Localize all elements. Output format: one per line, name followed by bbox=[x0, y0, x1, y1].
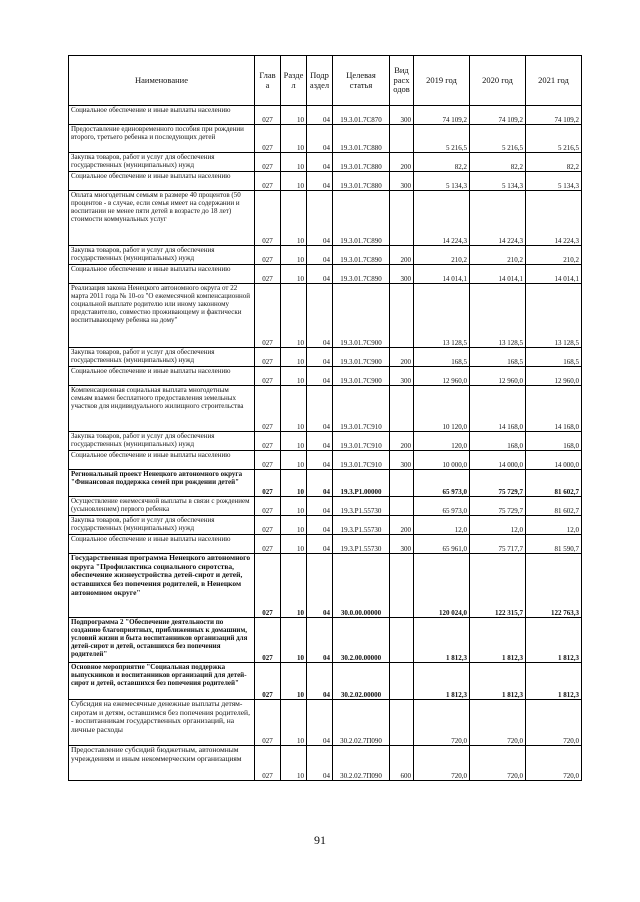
row-target: 19.3.01.7С910 bbox=[333, 386, 390, 432]
row-subsection: 04 bbox=[307, 516, 333, 535]
row-value-2019: 65 973,0 bbox=[414, 470, 470, 497]
row-section: 10 bbox=[281, 451, 307, 470]
row-value-2019: 120,0 bbox=[414, 432, 470, 451]
row-chapter: 027 bbox=[255, 432, 281, 451]
row-value-2021: 74 109,2 bbox=[526, 106, 582, 125]
row-expense-type: 300 bbox=[390, 172, 414, 191]
row-name: Предоставление единовременного пособия при рождении второго, третьего ребенка и последующих детей bbox=[69, 125, 255, 153]
row-value-2020: 1 812,3 bbox=[470, 618, 526, 663]
row-value-2019: 5 134,3 bbox=[414, 172, 470, 191]
row-value-2019: 210,2 bbox=[414, 246, 470, 265]
table-row bbox=[69, 367, 582, 386]
row-value-2020: 12 960,0 bbox=[470, 367, 526, 386]
row-value-2019: 720,0 bbox=[414, 700, 470, 746]
row-name: Закупка товаров, работ и услуг для обеспечения государственных (муниципальных) нужд bbox=[69, 246, 255, 265]
table-row bbox=[69, 554, 582, 618]
row-name: Социальное обеспечение и иные выплаты населению bbox=[69, 535, 255, 554]
row-target: 30.2.00.00000 bbox=[333, 618, 390, 663]
row-section: 10 bbox=[281, 618, 307, 663]
row-chapter: 027 bbox=[255, 172, 281, 191]
row-name: Закупка товаров, работ и услуг для обеспечения государственных (муниципальных) нужд bbox=[69, 153, 255, 172]
table-row bbox=[69, 618, 582, 663]
row-chapter: 027 bbox=[255, 618, 281, 663]
row-subsection: 04 bbox=[307, 470, 333, 497]
row-expense-type: 300 bbox=[390, 106, 414, 125]
row-value-2019: 12,0 bbox=[414, 516, 470, 535]
row-target: 30.2.02.7П090 bbox=[333, 700, 390, 746]
row-subsection: 04 bbox=[307, 125, 333, 153]
row-name: Государственная программа Ненецкого автономного округа "Профилактика социального сиротства, обеспечение жизнеустройства детей-сирот и детей, оставшихся без попечения родителей, в Ненецком автономном округе" bbox=[69, 554, 255, 618]
row-section: 10 bbox=[281, 348, 307, 367]
row-target: 19.3.01.7С890 bbox=[333, 191, 390, 246]
table-row bbox=[69, 451, 582, 470]
table-row bbox=[69, 153, 582, 172]
row-value-2019: 13 128,5 bbox=[414, 284, 470, 348]
row-value-2020: 14 000,0 bbox=[470, 451, 526, 470]
row-value-2019: 14 224,3 bbox=[414, 191, 470, 246]
row-value-2021: 81 602,7 bbox=[526, 470, 582, 497]
row-name: Закупка товаров, работ и услуг для обеспечения государственных (муниципальных) нужд bbox=[69, 348, 255, 367]
row-chapter: 027 bbox=[255, 386, 281, 432]
row-expense-type bbox=[390, 497, 414, 516]
row-expense-type: 200 bbox=[390, 516, 414, 535]
row-name: Социальное обеспечение и иные выплаты населению bbox=[69, 172, 255, 191]
budget-table bbox=[68, 55, 582, 781]
table-row bbox=[69, 470, 582, 497]
row-section: 10 bbox=[281, 535, 307, 554]
row-name: Компенсационная социальная выплата многодетным семьям взамен бесплатного предоставления земельных участков для индивидуального жилищного строительства bbox=[69, 386, 255, 432]
table-row bbox=[69, 191, 582, 246]
row-subsection: 04 bbox=[307, 663, 333, 700]
row-value-2019: 82,2 bbox=[414, 153, 470, 172]
row-value-2019: 65 973,0 bbox=[414, 497, 470, 516]
row-subsection: 04 bbox=[307, 746, 333, 781]
row-value-2019: 14 014,1 bbox=[414, 265, 470, 284]
row-subsection: 04 bbox=[307, 172, 333, 191]
row-value-2020: 1 812,3 bbox=[470, 663, 526, 700]
row-target: 19.3.01.7С880 bbox=[333, 153, 390, 172]
row-subsection: 04 bbox=[307, 554, 333, 618]
row-target: 19.3.01.7С900 bbox=[333, 348, 390, 367]
row-name: Социальное обеспечение и иные выплаты населению bbox=[69, 451, 255, 470]
row-value-2021: 720,0 bbox=[526, 746, 582, 781]
row-subsection: 04 bbox=[307, 535, 333, 554]
row-subsection: 04 bbox=[307, 348, 333, 367]
row-value-2020: 74 109,2 bbox=[470, 106, 526, 125]
row-value-2020: 75 729,7 bbox=[470, 470, 526, 497]
row-target: 30.2.02.7П090 bbox=[333, 746, 390, 781]
row-value-2020: 168,5 bbox=[470, 348, 526, 367]
row-expense-type: 200 bbox=[390, 348, 414, 367]
row-name: Подпрограмма 2 "Обеспечение деятельности по созданию благоприятных, приближенных к домашним, условий жизни и быта воспитанников организаций для детей-сирот и детей, оставшихся без попечения родителей" bbox=[69, 618, 255, 663]
table-row bbox=[69, 284, 582, 348]
row-target: 19.3.01.7С910 bbox=[333, 432, 390, 451]
header-2021: 2021 год bbox=[526, 56, 582, 106]
row-section: 10 bbox=[281, 191, 307, 246]
row-value-2019: 65 961,0 bbox=[414, 535, 470, 554]
row-expense-type bbox=[390, 470, 414, 497]
row-name: Социальное обеспечение и иные выплаты населению bbox=[69, 265, 255, 284]
header-name: Наименование bbox=[69, 56, 255, 106]
row-section: 10 bbox=[281, 386, 307, 432]
row-name: Предоставление субсидий бюджетным, автономным учреждениям и иным некоммерческим организациям bbox=[69, 746, 255, 781]
row-expense-type: 200 bbox=[390, 432, 414, 451]
row-target: 19.3.01.7С880 bbox=[333, 125, 390, 153]
row-target: 19.3.01.7С890 bbox=[333, 265, 390, 284]
row-value-2020: 5 216,5 bbox=[470, 125, 526, 153]
row-chapter: 027 bbox=[255, 470, 281, 497]
table-row bbox=[69, 125, 582, 153]
header-2019: 2019 год bbox=[414, 56, 470, 106]
table-row bbox=[69, 746, 582, 781]
row-section: 10 bbox=[281, 554, 307, 618]
row-value-2021: 5 134,3 bbox=[526, 172, 582, 191]
row-name: Закупка товаров, работ и услуг для обеспечения государственных (муниципальных) нужд bbox=[69, 516, 255, 535]
row-name: Закупка товаров, работ и услуг для обеспечения государственных (муниципальных) нужд bbox=[69, 432, 255, 451]
row-expense-type: 300 bbox=[390, 367, 414, 386]
row-value-2021: 81 602,7 bbox=[526, 497, 582, 516]
table-row bbox=[69, 348, 582, 367]
table-row bbox=[69, 265, 582, 284]
row-value-2021: 81 590,7 bbox=[526, 535, 582, 554]
row-expense-type: 300 bbox=[390, 451, 414, 470]
row-name: Субсидия на ежемесячные денежные выплаты детям-сиротам и детям, оставшимся без попечения родителей, - воспитанникам государственных организаций, на личные расходы bbox=[69, 700, 255, 746]
row-section: 10 bbox=[281, 367, 307, 386]
row-value-2019: 10 120,0 bbox=[414, 386, 470, 432]
row-expense-type bbox=[390, 284, 414, 348]
row-target: 19.3.01.7С900 bbox=[333, 284, 390, 348]
row-chapter: 027 bbox=[255, 125, 281, 153]
row-name: Социальное обеспечение и иные выплаты населению bbox=[69, 106, 255, 125]
row-chapter: 027 bbox=[255, 663, 281, 700]
row-value-2019: 120 024,0 bbox=[414, 554, 470, 618]
row-subsection: 04 bbox=[307, 367, 333, 386]
row-section: 10 bbox=[281, 246, 307, 265]
row-expense-type: 300 bbox=[390, 265, 414, 284]
row-target: 19.3.01.7С910 bbox=[333, 451, 390, 470]
row-chapter: 027 bbox=[255, 497, 281, 516]
row-value-2020: 13 128,5 bbox=[470, 284, 526, 348]
header-section: Разде л bbox=[281, 56, 307, 106]
header-subsection: Подр аздел bbox=[307, 56, 333, 106]
row-value-2020: 82,2 bbox=[470, 153, 526, 172]
row-value-2020: 210,2 bbox=[470, 246, 526, 265]
table-row bbox=[69, 663, 582, 700]
table-row bbox=[69, 497, 582, 516]
row-target: 19.3.01.7С880 bbox=[333, 172, 390, 191]
table-row bbox=[69, 432, 582, 451]
row-chapter: 027 bbox=[255, 451, 281, 470]
table-row bbox=[69, 106, 582, 125]
row-value-2020: 75 717,7 bbox=[470, 535, 526, 554]
row-expense-type: 200 bbox=[390, 246, 414, 265]
row-section: 10 bbox=[281, 470, 307, 497]
row-expense-type: 200 bbox=[390, 153, 414, 172]
row-value-2019: 74 109,2 bbox=[414, 106, 470, 125]
row-subsection: 04 bbox=[307, 246, 333, 265]
row-value-2019: 10 000,0 bbox=[414, 451, 470, 470]
row-expense-type bbox=[390, 700, 414, 746]
row-section: 10 bbox=[281, 106, 307, 125]
row-value-2021: 168,0 bbox=[526, 432, 582, 451]
table-row bbox=[69, 246, 582, 265]
row-name: Оплата многодетным семьям в размере 40 процентов (50 процентов - в случае, если семья имеет на содержании и воспитании не менее пяти детей в возрасте до 18 лет) стоимости коммунальных услуг bbox=[69, 191, 255, 246]
row-subsection: 04 bbox=[307, 265, 333, 284]
row-name: Осуществление ежемесячной выплаты в связи с рождением (усыновлением) первого ребенка bbox=[69, 497, 255, 516]
row-subsection: 04 bbox=[307, 106, 333, 125]
table-row bbox=[69, 386, 582, 432]
row-value-2021: 122 763,3 bbox=[526, 554, 582, 618]
row-subsection: 04 bbox=[307, 153, 333, 172]
row-value-2021: 1 812,3 bbox=[526, 663, 582, 700]
row-value-2019: 1 812,3 bbox=[414, 618, 470, 663]
row-expense-type bbox=[390, 191, 414, 246]
row-value-2020: 14 224,3 bbox=[470, 191, 526, 246]
row-subsection: 04 bbox=[307, 700, 333, 746]
header-row bbox=[69, 56, 582, 106]
row-value-2021: 13 128,5 bbox=[526, 284, 582, 348]
row-target: 19.3.Р1.55730 bbox=[333, 535, 390, 554]
row-chapter: 027 bbox=[255, 153, 281, 172]
row-chapter: 027 bbox=[255, 191, 281, 246]
row-chapter: 027 bbox=[255, 284, 281, 348]
row-chapter: 027 bbox=[255, 106, 281, 125]
row-value-2021: 82,2 bbox=[526, 153, 582, 172]
row-value-2021: 720,0 bbox=[526, 700, 582, 746]
row-value-2021: 12,0 bbox=[526, 516, 582, 535]
table-row bbox=[69, 535, 582, 554]
row-name: Основное мероприятие "Социальная поддержка выпускников и воспитанников организаций для детей-сирот и детей, оставшихся без попечения родителей" bbox=[69, 663, 255, 700]
row-value-2020: 14 014,1 bbox=[470, 265, 526, 284]
row-section: 10 bbox=[281, 153, 307, 172]
row-value-2021: 14 014,1 bbox=[526, 265, 582, 284]
row-chapter: 027 bbox=[255, 700, 281, 746]
header-expense-type: Вид расх одов bbox=[390, 56, 414, 106]
row-value-2021: 5 216,5 bbox=[526, 125, 582, 153]
row-section: 10 bbox=[281, 125, 307, 153]
row-chapter: 027 bbox=[255, 516, 281, 535]
row-target: 30.2.02.00000 bbox=[333, 663, 390, 700]
row-subsection: 04 bbox=[307, 618, 333, 663]
row-value-2021: 168,5 bbox=[526, 348, 582, 367]
row-value-2019: 1 812,3 bbox=[414, 663, 470, 700]
row-value-2021: 14 168,0 bbox=[526, 386, 582, 432]
row-section: 10 bbox=[281, 284, 307, 348]
table-row bbox=[69, 700, 582, 746]
row-expense-type bbox=[390, 125, 414, 153]
header-2020: 2020 год bbox=[470, 56, 526, 106]
row-section: 10 bbox=[281, 663, 307, 700]
row-section: 10 bbox=[281, 265, 307, 284]
row-value-2021: 14 224,3 bbox=[526, 191, 582, 246]
row-chapter: 027 bbox=[255, 554, 281, 618]
row-section: 10 bbox=[281, 432, 307, 451]
row-expense-type bbox=[390, 554, 414, 618]
row-value-2020: 168,0 bbox=[470, 432, 526, 451]
row-section: 10 bbox=[281, 172, 307, 191]
row-value-2020: 720,0 bbox=[470, 700, 526, 746]
row-value-2019: 168,5 bbox=[414, 348, 470, 367]
row-value-2019: 720,0 bbox=[414, 746, 470, 781]
row-target: 19.3.Р1.55730 bbox=[333, 497, 390, 516]
row-value-2021: 14 000,0 bbox=[526, 451, 582, 470]
row-chapter: 027 bbox=[255, 265, 281, 284]
row-subsection: 04 bbox=[307, 432, 333, 451]
row-target: 19.3.01.7С900 bbox=[333, 367, 390, 386]
row-value-2020: 14 168,0 bbox=[470, 386, 526, 432]
header-target: Целевая статья bbox=[333, 56, 390, 106]
row-name: Социальное обеспечение и иные выплаты населению bbox=[69, 367, 255, 386]
row-subsection: 04 bbox=[307, 284, 333, 348]
row-value-2020: 5 134,3 bbox=[470, 172, 526, 191]
row-name: Реализация закона Ненецкого автономного округа от 22 марта 2011 года № 10-оз "О ежемесячной компенсационной социальной выплате родителю или иному законному представителю, совместно проживающему и фактически воспитывающему ребенка на дому" bbox=[69, 284, 255, 348]
row-value-2020: 720,0 bbox=[470, 746, 526, 781]
row-expense-type bbox=[390, 386, 414, 432]
row-subsection: 04 bbox=[307, 451, 333, 470]
table-row bbox=[69, 172, 582, 191]
row-target: 19.3.01.7С870 bbox=[333, 106, 390, 125]
row-value-2021: 12 960,0 bbox=[526, 367, 582, 386]
row-chapter: 027 bbox=[255, 246, 281, 265]
header-chapter: Глав а bbox=[255, 56, 281, 106]
row-expense-type bbox=[390, 618, 414, 663]
page-number: 91 bbox=[314, 833, 326, 847]
row-expense-type bbox=[390, 663, 414, 700]
row-chapter: 027 bbox=[255, 367, 281, 386]
row-target: 19.3.Р1.55730 bbox=[333, 516, 390, 535]
row-value-2020: 12,0 bbox=[470, 516, 526, 535]
row-value-2020: 122 315,7 bbox=[470, 554, 526, 618]
row-value-2019: 12 960,0 bbox=[414, 367, 470, 386]
row-expense-type: 600 bbox=[390, 746, 414, 781]
row-chapter: 027 bbox=[255, 746, 281, 781]
row-value-2019: 5 216,5 bbox=[414, 125, 470, 153]
row-chapter: 027 bbox=[255, 535, 281, 554]
row-subsection: 04 bbox=[307, 191, 333, 246]
row-section: 10 bbox=[281, 700, 307, 746]
row-section: 10 bbox=[281, 497, 307, 516]
row-value-2021: 210,2 bbox=[526, 246, 582, 265]
row-expense-type: 300 bbox=[390, 535, 414, 554]
row-subsection: 04 bbox=[307, 386, 333, 432]
row-chapter: 027 bbox=[255, 348, 281, 367]
row-section: 10 bbox=[281, 516, 307, 535]
row-target: 19.3.01.7С890 bbox=[333, 246, 390, 265]
row-target: 19.3.Р1.00000 bbox=[333, 470, 390, 497]
row-value-2021: 1 812,3 bbox=[526, 618, 582, 663]
row-value-2020: 75 729,7 bbox=[470, 497, 526, 516]
row-target: 30.0.00.00000 bbox=[333, 554, 390, 618]
row-name: Региональный проект Ненецкого автономного округа "Финансовая поддержка семей при рождении детей" bbox=[69, 470, 255, 497]
table-row bbox=[69, 516, 582, 535]
row-subsection: 04 bbox=[307, 497, 333, 516]
row-section: 10 bbox=[281, 746, 307, 781]
